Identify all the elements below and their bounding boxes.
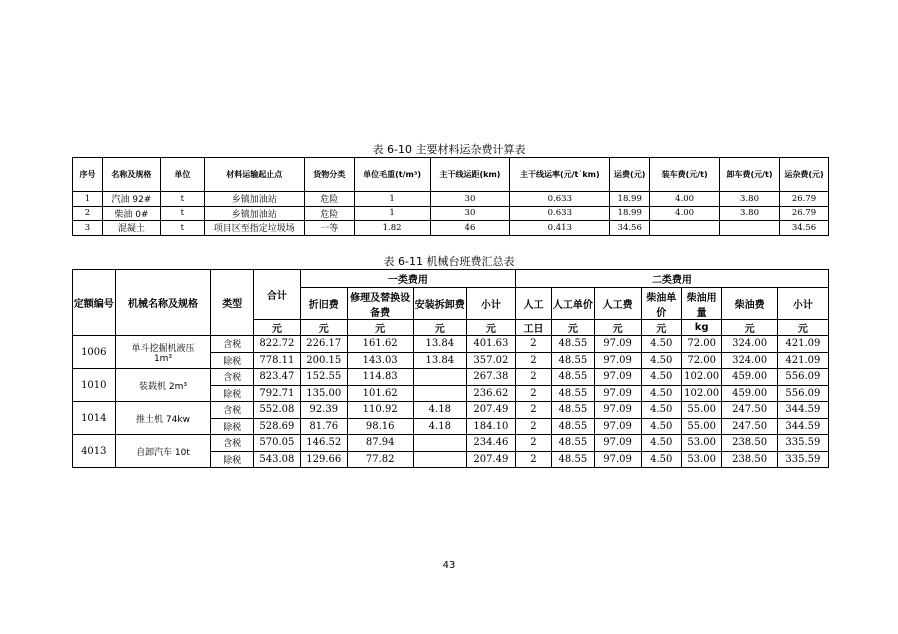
t2-cell: 357.02 — [466, 352, 515, 369]
material-freight-table — [72, 157, 829, 236]
t2-cell: 226.17 — [300, 336, 347, 353]
t2-cell: 4.18 — [413, 418, 466, 435]
t2-unit-cell: 元 — [347, 320, 413, 336]
t2-cell: 101.62 — [347, 385, 413, 402]
t1-header-cell: 单位 — [160, 158, 204, 192]
t2-cell: 48.55 — [552, 352, 595, 369]
t2-cell: 459.00 — [722, 369, 777, 386]
t1-header-cell: 卸车费(元/t) — [720, 158, 780, 192]
t2-cell: 2 — [515, 352, 551, 369]
t2-cell: 778.11 — [253, 352, 300, 369]
col-subtotal2: 小计 — [777, 288, 828, 320]
t2-cell: 48.55 — [552, 369, 595, 386]
t2-cell: 4.50 — [641, 369, 681, 386]
t2-unit-cell: 元 — [594, 320, 641, 336]
t2-cell: 98.16 — [347, 418, 413, 435]
t2-cell: 2 — [515, 336, 551, 353]
t1-header-cell: 运杂费(元) — [779, 158, 828, 192]
t1-cell: 4.00 — [650, 192, 720, 207]
tax-type: 含税 — [211, 402, 254, 419]
t2-cell: 556.09 — [777, 385, 828, 402]
t2-cell: 48.55 — [552, 451, 595, 468]
t2-cell: 267.38 — [466, 369, 515, 386]
col-install: 安装拆卸费 — [413, 288, 466, 320]
t2-cell: 247.50 — [722, 418, 777, 435]
t2-cell: 72.00 — [681, 336, 721, 353]
t2-cell: 97.09 — [594, 352, 641, 369]
t1-cell: 项目区至指定垃圾场 — [204, 221, 304, 236]
t2-cell: 13.84 — [413, 352, 466, 369]
group2-header: 二类费用 — [515, 270, 828, 288]
t1-header-cell: 货物分类 — [304, 158, 354, 192]
t2-cell: 4.50 — [641, 352, 681, 369]
t2-cell: 459.00 — [722, 385, 777, 402]
t1-cell: 18.99 — [610, 192, 650, 207]
t2-unit-cell: 元 — [722, 320, 777, 336]
t2-cell: 48.55 — [552, 435, 595, 452]
t2-cell: 97.09 — [594, 385, 641, 402]
tax-type: 含税 — [211, 336, 254, 353]
t2-unit-cell: 工日 — [515, 320, 551, 336]
t2-cell: 207.49 — [466, 451, 515, 468]
t2-unit-cell: 元 — [300, 320, 347, 336]
t2-cell: 97.09 — [594, 369, 641, 386]
col-repair: 修理及替换设备费 — [347, 288, 413, 320]
t2-cell: 823.47 — [253, 369, 300, 386]
t1-cell: 34.56 — [779, 221, 828, 236]
table2-title: 表 6-11 机械台班费汇总表 — [383, 255, 515, 268]
t2-cell — [413, 451, 466, 468]
t2-cell: 97.09 — [594, 336, 641, 353]
machine-code: 4013 — [73, 435, 116, 468]
t2-cell: 146.52 — [300, 435, 347, 452]
t2-unit-cell: 元 — [413, 320, 466, 336]
t2-cell: 543.08 — [253, 451, 300, 468]
t1-cell: 1.82 — [354, 221, 430, 236]
t2-cell: 4.50 — [641, 418, 681, 435]
t2-cell: 2 — [515, 435, 551, 452]
group1-header: 一类费用 — [300, 270, 515, 288]
table1-title: 表 6-10 主要材料运杂费计算表 — [372, 143, 526, 156]
t2-cell: 4.50 — [641, 385, 681, 402]
t2-cell: 236.62 — [466, 385, 515, 402]
tax-type: 含税 — [211, 369, 254, 386]
machine-shift-cost-table — [72, 269, 829, 468]
tax-type: 除税 — [211, 451, 254, 468]
t2-cell: 421.09 — [777, 352, 828, 369]
t2-cell: 2 — [515, 451, 551, 468]
machine-code: 1006 — [73, 336, 116, 369]
table-row — [73, 435, 829, 452]
t2-cell: 344.59 — [777, 402, 828, 419]
t1-cell: 3.80 — [720, 192, 780, 207]
page-number: 43 — [442, 560, 456, 571]
t2-cell: 129.66 — [300, 451, 347, 468]
t1-cell: 1 — [354, 192, 430, 207]
t2-cell: 72.00 — [681, 352, 721, 369]
t2-cell: 552.08 — [253, 402, 300, 419]
t1-cell: 乡镇加油站 — [204, 206, 304, 221]
t1-cell: 0.633 — [510, 206, 610, 221]
t1-cell: 18.99 — [610, 206, 650, 221]
t2-cell: 2 — [515, 418, 551, 435]
t1-cell: 1 — [73, 192, 103, 207]
t1-cell: 34.56 — [610, 221, 650, 236]
t1-header-cell: 名称及规格 — [102, 158, 160, 192]
table-row — [73, 369, 829, 386]
t2-cell: 48.55 — [552, 418, 595, 435]
t1-header-cell: 运费(元) — [610, 158, 650, 192]
col-diesel-fee: 柴油费 — [722, 288, 777, 320]
t2-cell: 344.59 — [777, 418, 828, 435]
col-code: 定额编号 — [73, 270, 116, 336]
t1-cell — [720, 221, 780, 236]
t2-cell: 792.71 — [253, 385, 300, 402]
t2-cell: 110.92 — [347, 402, 413, 419]
t2-cell: 200.15 — [300, 352, 347, 369]
t2-cell: 4.18 — [413, 402, 466, 419]
t2-cell: 335.59 — [777, 435, 828, 452]
t1-header-cell: 序号 — [73, 158, 103, 192]
t2-cell: 238.50 — [722, 435, 777, 452]
t2-cell: 114.83 — [347, 369, 413, 386]
t1-cell: 一等 — [304, 221, 354, 236]
tax-type: 含税 — [211, 435, 254, 452]
t2-cell: 2 — [515, 369, 551, 386]
table-row — [73, 221, 829, 236]
t2-cell: 102.00 — [681, 369, 721, 386]
t1-cell — [650, 221, 720, 236]
t1-cell: 1 — [354, 206, 430, 221]
t2-cell: 2 — [515, 385, 551, 402]
t2-unit-cell: 元 — [466, 320, 515, 336]
machine-name: 推土机 74kw — [115, 402, 211, 435]
t2-cell: 135.00 — [300, 385, 347, 402]
t1-cell: 危险 — [304, 206, 354, 221]
t2-cell: 247.50 — [722, 402, 777, 419]
tax-type: 除税 — [211, 418, 254, 435]
machine-code: 1014 — [73, 402, 116, 435]
t2-cell: 102.00 — [681, 385, 721, 402]
t2-cell: 53.00 — [681, 451, 721, 468]
t2-unit-cell: 元 — [641, 320, 681, 336]
t2-cell: 53.00 — [681, 435, 721, 452]
t2-cell: 4.50 — [641, 451, 681, 468]
t1-cell: t — [160, 221, 204, 236]
t2-cell: 184.10 — [466, 418, 515, 435]
t2-cell: 152.55 — [300, 369, 347, 386]
t1-cell: 0.633 — [510, 192, 610, 207]
col-labor-price: 人工单价 — [552, 288, 595, 320]
t2-cell: 324.00 — [722, 336, 777, 353]
machine-name: 单斗挖掘机液压 1m³ — [115, 336, 211, 369]
t2-cell: 92.39 — [300, 402, 347, 419]
tax-type: 除税 — [211, 352, 254, 369]
t2-unit-cell: 元 — [777, 320, 828, 336]
tax-type: 除税 — [211, 385, 254, 402]
t2-cell: 335.59 — [777, 451, 828, 468]
t2-cell: 161.62 — [347, 336, 413, 353]
col-name: 机械名称及规格 — [115, 270, 211, 336]
t2-cell: 97.09 — [594, 451, 641, 468]
t1-header-cell: 主干线运距(km) — [430, 158, 510, 192]
t1-cell: 26.79 — [779, 206, 828, 221]
t1-header-cell: 装车费(元/t) — [650, 158, 720, 192]
t2-cell: 401.63 — [466, 336, 515, 353]
t2-cell: 4.50 — [641, 435, 681, 452]
t1-cell: t — [160, 192, 204, 207]
t1-cell: 2 — [73, 206, 103, 221]
t1-cell: 乡镇加油站 — [204, 192, 304, 207]
t2-cell — [413, 369, 466, 386]
t2-cell: 77.82 — [347, 451, 413, 468]
col-diesel-price: 柴油单价 — [641, 288, 681, 320]
col-total: 合计 — [253, 270, 300, 320]
t2-cell: 81.76 — [300, 418, 347, 435]
t2-cell: 556.09 — [777, 369, 828, 386]
t1-header-cell: 材料运输起止点 — [204, 158, 304, 192]
t1-cell: 30 — [430, 206, 510, 221]
t2-cell: 207.49 — [466, 402, 515, 419]
t1-header-cell: 单位毛重(t/m³) — [354, 158, 430, 192]
t2-cell: 97.09 — [594, 418, 641, 435]
machine-name: 自卸汽车 10t — [115, 435, 211, 468]
t1-cell: 汽油 92# — [102, 192, 160, 207]
t2-cell — [413, 385, 466, 402]
t2-cell: 4.50 — [641, 402, 681, 419]
t2-cell: 421.09 — [777, 336, 828, 353]
t1-cell: 柴油 0# — [102, 206, 160, 221]
t2-cell: 4.50 — [641, 336, 681, 353]
t1-cell: 0.413 — [510, 221, 610, 236]
t2-cell: 55.00 — [681, 402, 721, 419]
t2-cell — [413, 435, 466, 452]
t2-cell: 2 — [515, 402, 551, 419]
t2-cell: 238.50 — [722, 451, 777, 468]
t1-cell: 危险 — [304, 192, 354, 207]
t2-cell: 97.09 — [594, 402, 641, 419]
t2-cell: 13.84 — [413, 336, 466, 353]
table-row — [73, 206, 829, 221]
table-row — [73, 402, 829, 419]
t1-cell: 混凝土 — [102, 221, 160, 236]
t2-cell: 87.94 — [347, 435, 413, 452]
col-diesel-qty: 柴油用量 — [681, 288, 721, 320]
t2-cell: 48.55 — [552, 336, 595, 353]
t2-unit-cell: 元 — [253, 320, 300, 336]
table-row — [73, 192, 829, 207]
t2-cell: 234.46 — [466, 435, 515, 452]
machine-name: 装载机 2m³ — [115, 369, 211, 402]
t2-cell: 570.05 — [253, 435, 300, 452]
machine-code: 1010 — [73, 369, 116, 402]
t2-cell: 55.00 — [681, 418, 721, 435]
t2-cell: 143.03 — [347, 352, 413, 369]
t2-unit-cell: kg — [681, 320, 721, 336]
col-depreciation: 折旧费 — [300, 288, 347, 320]
t2-cell: 48.55 — [552, 385, 595, 402]
col-labor: 人工 — [515, 288, 551, 320]
t1-cell: 26.79 — [779, 192, 828, 207]
t1-cell: 3 — [73, 221, 103, 236]
t2-cell: 48.55 — [552, 402, 595, 419]
t1-cell: 30 — [430, 192, 510, 207]
t2-cell: 822.72 — [253, 336, 300, 353]
t1-cell: 4.00 — [650, 206, 720, 221]
t1-cell: t — [160, 206, 204, 221]
t1-cell: 3.80 — [720, 206, 780, 221]
col-labor-fee: 人工费 — [594, 288, 641, 320]
t2-cell: 97.09 — [594, 435, 641, 452]
t1-cell: 46 — [430, 221, 510, 236]
t2-cell: 324.00 — [722, 352, 777, 369]
col-type: 类型 — [211, 270, 254, 336]
t2-unit-cell: 元 — [552, 320, 595, 336]
table-row — [73, 336, 829, 353]
t2-cell: 528.69 — [253, 418, 300, 435]
col-subtotal1: 小计 — [466, 288, 515, 320]
t1-header-cell: 主干线运率(元/t˙km) — [510, 158, 610, 192]
